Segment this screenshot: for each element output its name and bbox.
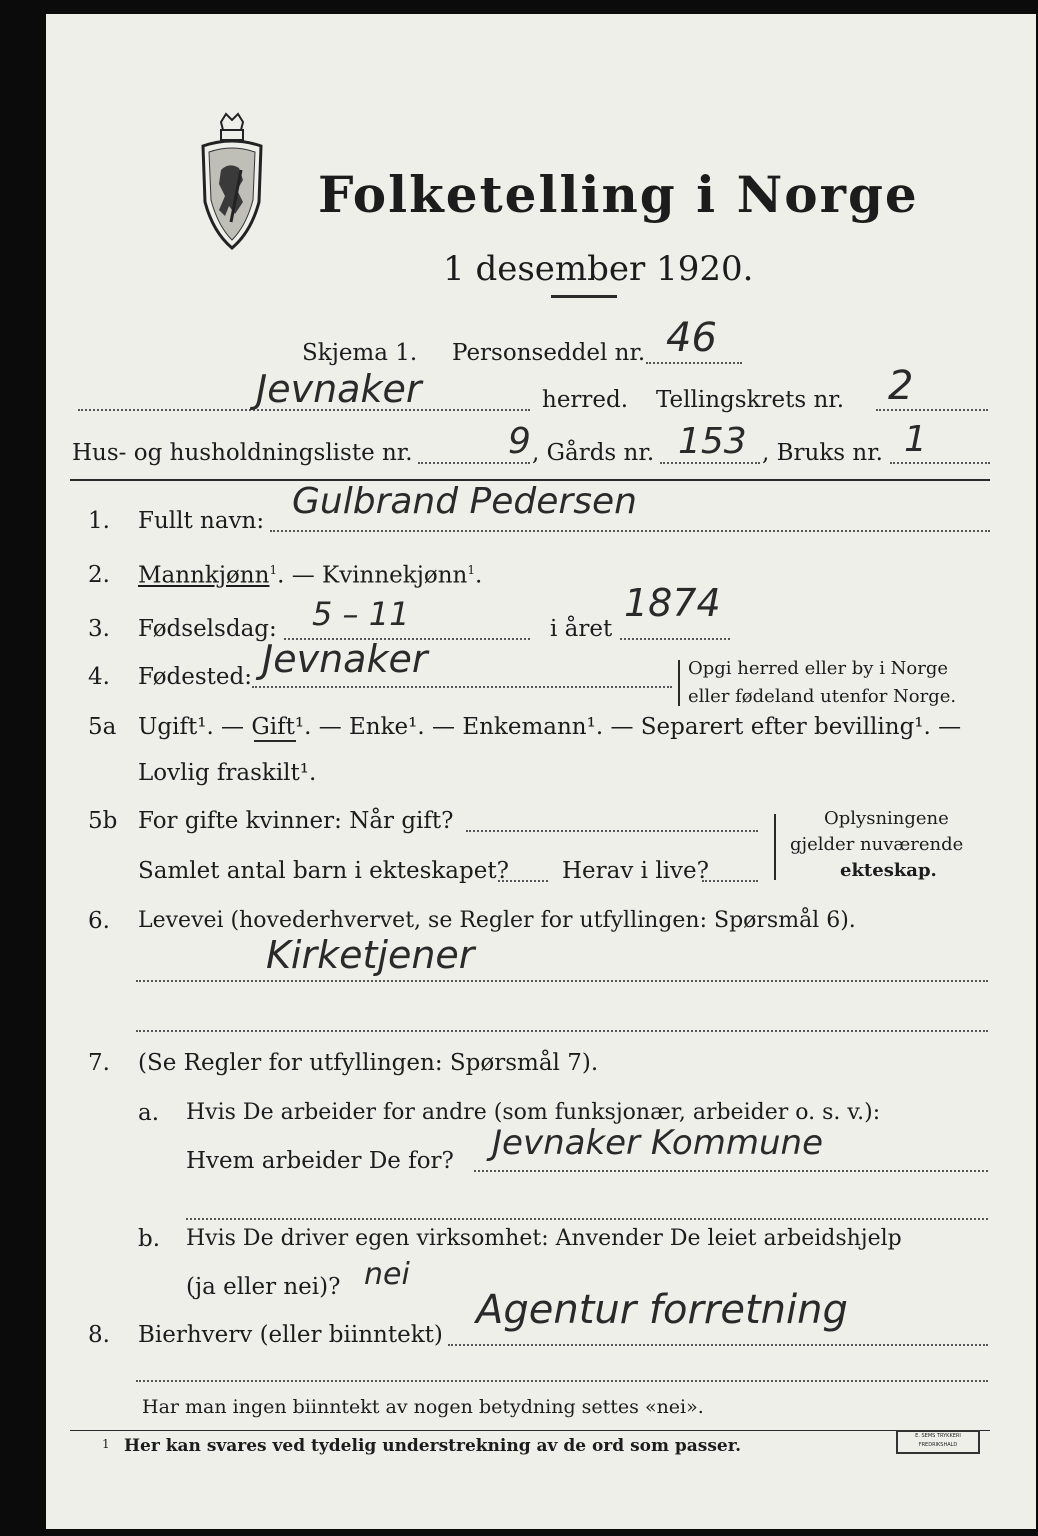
q7a-number: a. [138,1100,160,1126]
personseddel-value: 46 [666,315,717,361]
q2-end: . [474,562,483,589]
q1-number: 1. [88,508,110,534]
q4-value: Jevnaker [262,637,428,681]
q4-bracket [678,660,680,706]
bruks-line [890,462,990,464]
q6-line-1 [136,980,988,982]
q2-sup: 1 [269,563,278,577]
coat-of-arms-icon [191,110,273,252]
tellingskrets-value: 2 [888,363,914,409]
q5b-label-2: Samlet antal barn i ekteskapet? [138,858,509,884]
hus-value: 9 [508,421,531,462]
title-divider [551,295,617,298]
q5b-note-3: ekteskap. [840,860,937,881]
q7a-label: Hvis De arbeider for andre (som funksjonær, arbeider o. s. v.): [186,1100,881,1125]
q5a-options: Ugift¹. — Gift¹. — Enke¹. — Enkemann¹. — Separert efter bevilling¹. — [138,714,962,740]
tellingskrets-line [876,409,988,411]
q5a-options-2: Lovlig fraskilt¹. [138,760,317,786]
biinntekt-note: Har man ingen biinntekt av nogen betydning settes «nei». [142,1396,704,1418]
kvinnekjonn-option: . — Kvinnekjønn [277,562,468,589]
census-form-page [46,14,1036,1529]
herred-value: Jevnaker [256,367,422,411]
q5b-line-3 [702,880,758,882]
q4-note-2: eller fødeland utenfor Norge. [688,686,957,707]
gards-value: 153 [678,421,747,462]
hus-line [418,462,530,464]
q3-year-value: 1874 [624,581,721,625]
q3-value: 5 – 11 [312,595,410,633]
q7a-value: Jevnaker Kommune [492,1123,823,1163]
printer-stamp [896,1430,980,1454]
q8-value: Agentur forretning [476,1287,848,1333]
mannkjonn-option: Mannkjønn [138,562,270,589]
q6-value: Kirketjener [266,933,475,977]
q1-label: Fullt navn: [138,508,265,534]
q2-sup-2: 1 [467,563,475,577]
q7b-label: Hvis De driver egen virksomhet: Anvender De leiet arbeidshjelp [186,1226,902,1251]
q3-number: 3. [88,616,110,642]
tellingskrets-label: Tellingskrets nr. [656,387,845,413]
q7a-line-2 [186,1218,988,1220]
q2-label [138,564,482,588]
q7a-line [474,1170,988,1172]
q5b-note-2: gjelder nuværende [790,834,964,855]
q1-line [270,530,990,532]
q6-number: 6. [88,908,110,934]
q4-label: Fødested: [138,664,253,690]
q7b-value: nei [364,1257,410,1292]
printer-stamp-text: E. SEMS TRYKKERI FREDRIKSHALD [915,1433,961,1448]
bruks-label: , Bruks nr. [762,440,883,466]
q8-line-2 [136,1380,988,1382]
q8-label: Bierhverv (eller biinntekt) [138,1322,443,1348]
q5b-line-2 [498,880,548,882]
q7-number: 7. [88,1050,110,1076]
q3-year-line [620,638,730,640]
q7a-label-2: Hvem arbeider De for? [186,1148,454,1174]
q7b-label-2: (ja eller nei)? [186,1274,341,1300]
footnote-number: 1 [102,1437,110,1451]
q5b-bracket [774,814,776,880]
personseddel-line [646,362,742,364]
hus-label: Hus- og husholdningsliste nr. [72,440,413,466]
q6-line-2 [136,1030,988,1032]
personseddel-label: Personseddel nr. [452,340,646,366]
q5b-number: 5b [88,808,118,834]
q5b-label-1: For gifte kvinner: Når gift? [138,808,454,834]
q2-number: 2. [88,562,110,588]
q3-label: Fødselsdag: [138,616,277,642]
skjema-label: Skjema 1. [302,340,418,366]
form-date: 1 desember 1920. [443,249,754,289]
q1-value: Gulbrand Pedersen [292,481,637,522]
footnote-rule [70,1430,990,1431]
q7-label: (Se Regler for utfyllingen: Spørsmål 7). [138,1050,599,1076]
q5a-number: 5a [88,714,117,740]
q4-note-1: Opgi herred eller by i Norge [688,658,949,679]
q3-year-label: i året [550,616,613,642]
gift-underline [254,740,296,742]
herred-label: herred. [542,387,629,413]
q4-line [252,686,672,688]
q5b-label-3: Herav i live? [562,858,709,884]
q8-number: 8. [88,1322,110,1348]
gards-line [660,462,760,464]
form-title: Folketelling i Norge [318,165,919,224]
q8-line [448,1344,988,1346]
q7b-number: b. [138,1226,161,1252]
q5b-note-1: Oplysningene [824,808,949,829]
q5b-line-1 [466,830,758,832]
q4-number: 4. [88,664,110,690]
bruks-value: 1 [904,419,927,460]
q6-label: Levevei (hovederhvervet, se Regler for utfyllingen: Spørsmål 6). [138,908,856,933]
gards-label: , Gårds nr. [532,440,655,466]
footnote-text: Her kan svares ved tydelig understrekning av de ord som passer. [124,1436,742,1456]
